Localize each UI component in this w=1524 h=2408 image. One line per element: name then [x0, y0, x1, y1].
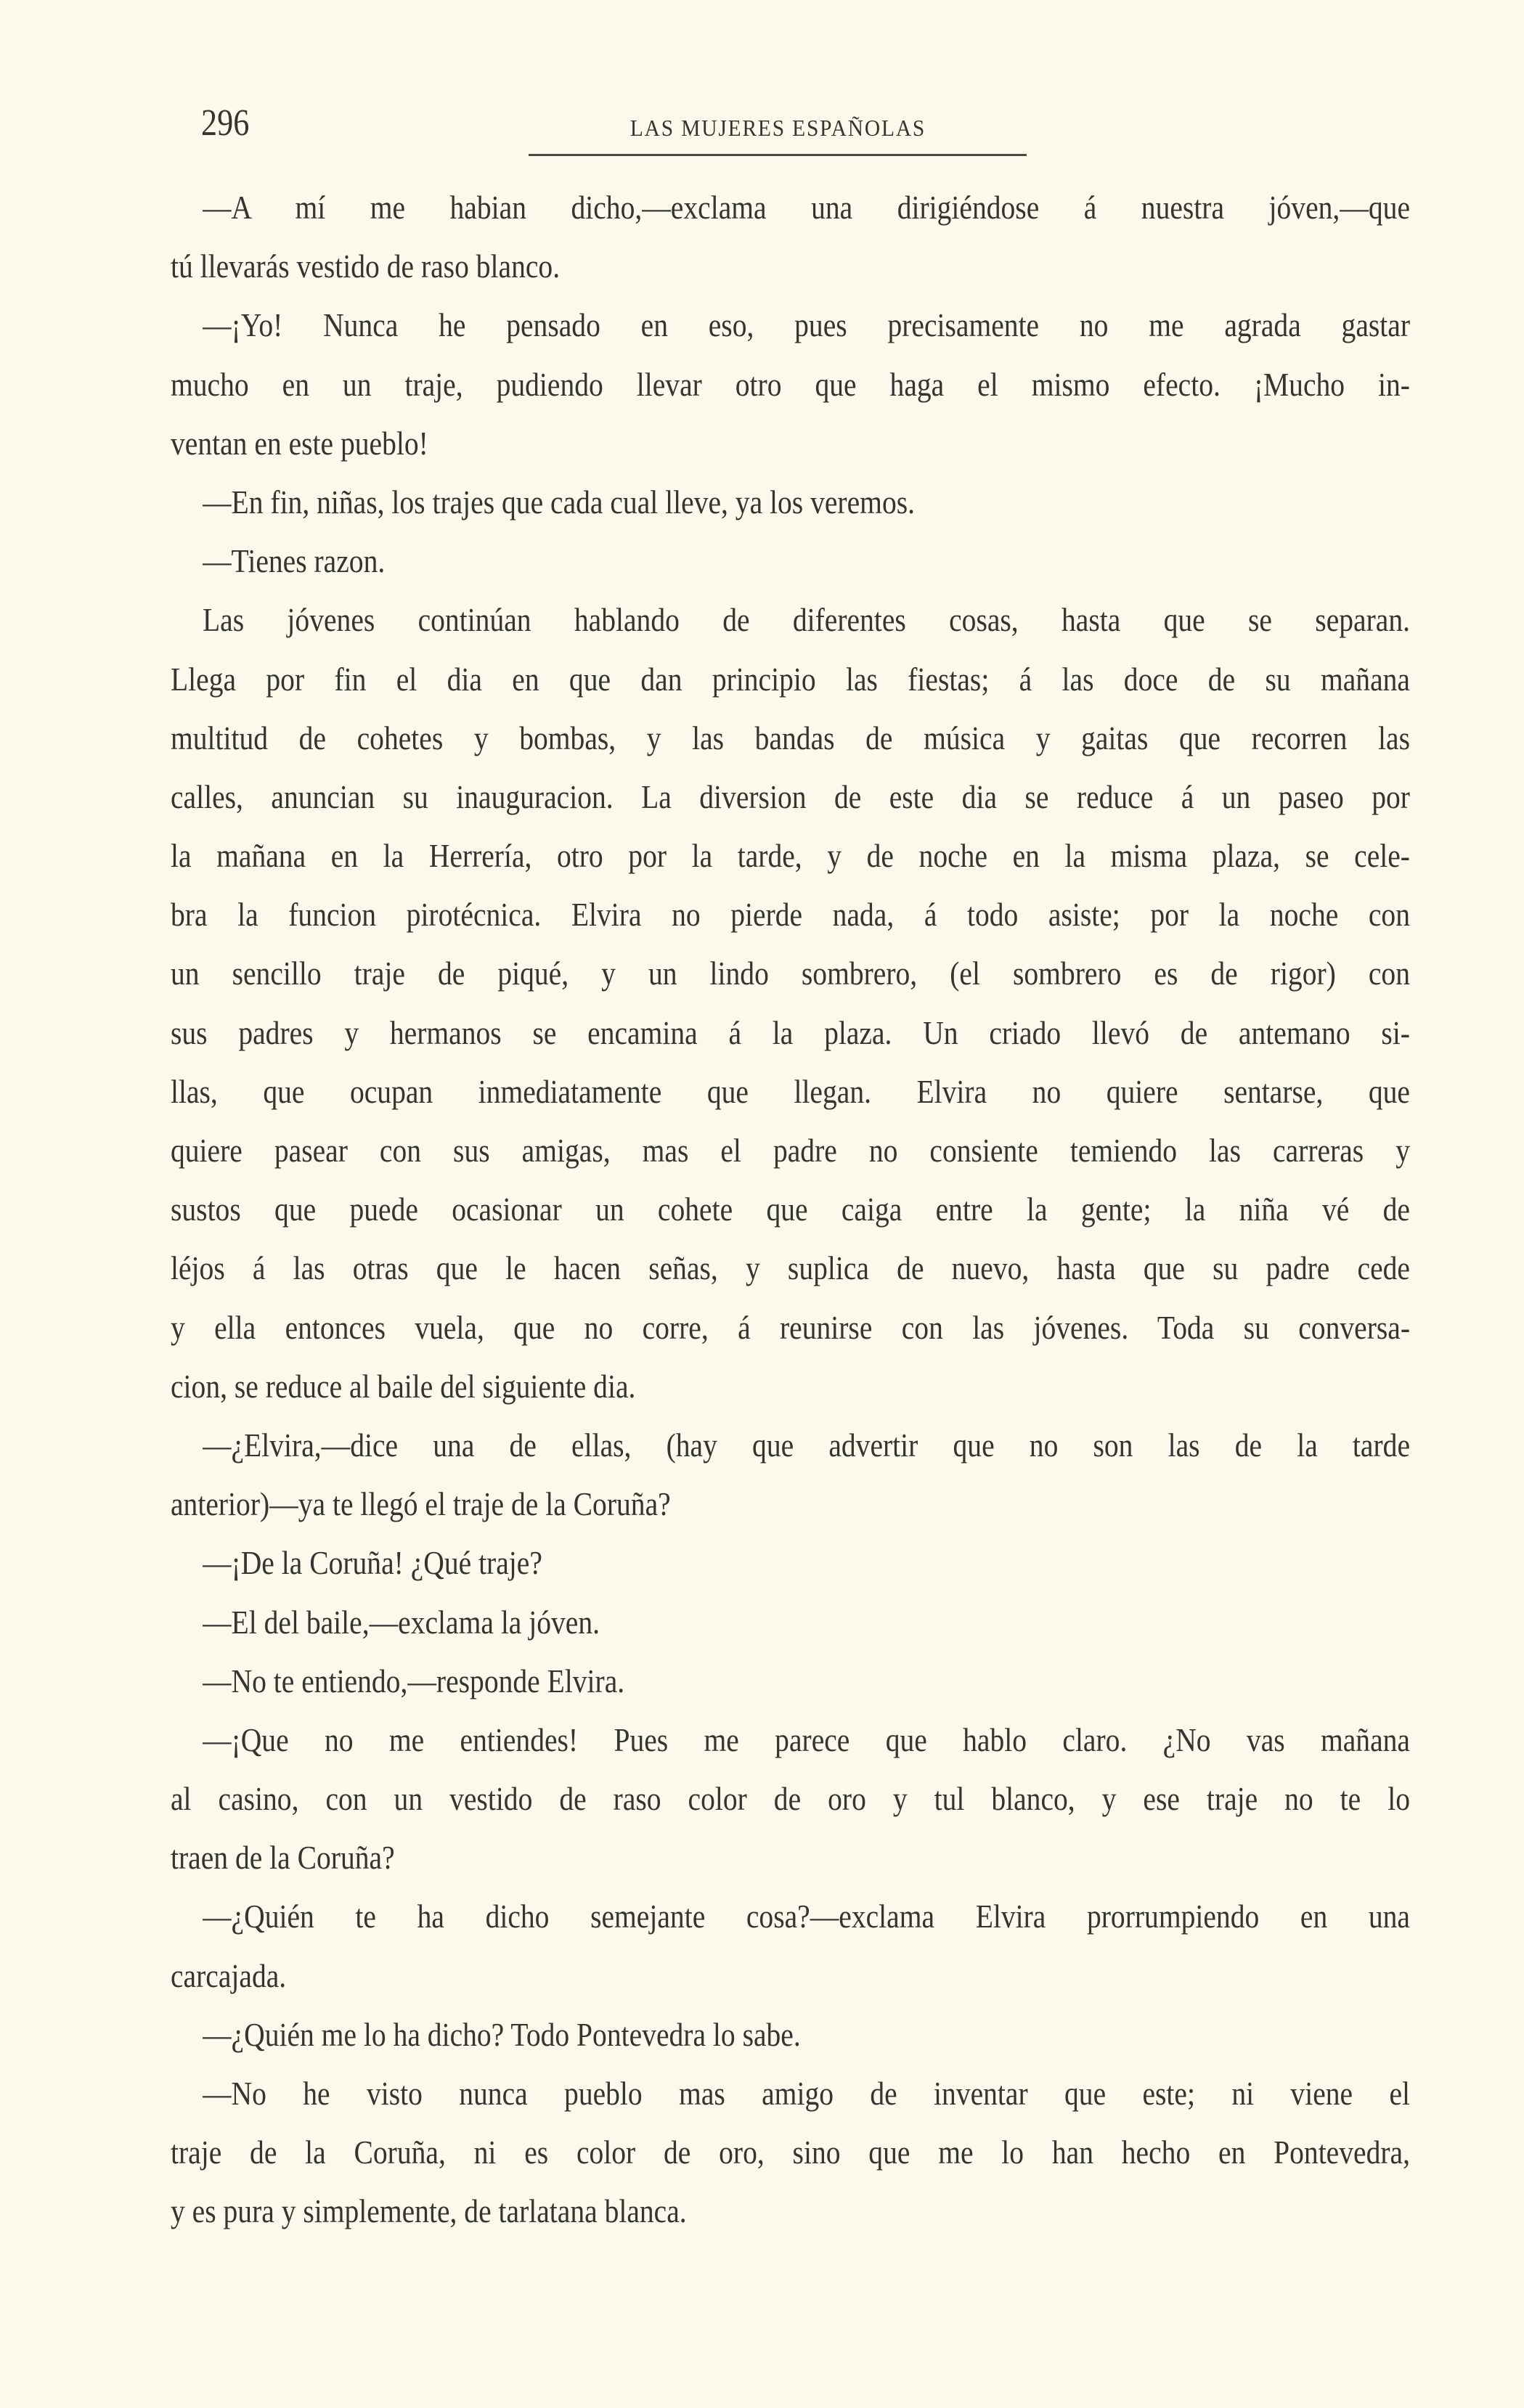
text-line-content: ventan en este pueblo!	[171, 424, 428, 462]
text-line-content: y ella entonces vuela, que no corre, á reunirse con las jóvenes. Toda su conversa-	[171, 1308, 1410, 1346]
text-line-content: —¡Yo! Nunca he pensado en eso, pues precisamente no me agrada gastar	[203, 306, 1410, 344]
text-line	[171, 295, 1410, 354]
text-line	[171, 1298, 1410, 1357]
text-line	[171, 1533, 1410, 1592]
text-line	[171, 767, 1410, 826]
text-line	[171, 2123, 1410, 2182]
text-line-content: traen de la Coruña?	[171, 1839, 395, 1877]
text-line-content: —¿Quién me lo ha dicho? Todo Pontevedra lo sabe.	[203, 2015, 801, 2053]
text-line	[171, 709, 1410, 767]
text-line	[171, 826, 1410, 885]
text-line	[171, 1652, 1410, 1710]
text-line	[171, 1121, 1410, 1180]
text-line-content: y es pura y simplemente, de tarlatana blanca.	[171, 2192, 687, 2230]
header-rule	[529, 154, 1027, 156]
text-line-content: anterior)—ya te llegó el traje de la Coruña?	[171, 1485, 671, 1523]
text-line	[171, 1062, 1410, 1121]
body-text	[171, 178, 1410, 2241]
text-line-content: —No te entiendo,—responde Elvira.	[203, 1662, 625, 1699]
text-line	[171, 1180, 1410, 1238]
text-line	[171, 1003, 1410, 1062]
text-line	[171, 1828, 1410, 1887]
text-line	[171, 1416, 1410, 1474]
text-line-content: tú llevarás vestido de raso blanco.	[171, 248, 561, 285]
text-line-content: —¿Quién te ha dicho semejante cosa?—exclama Elvira prorrumpiendo en una	[203, 1898, 1410, 1935]
text-line-content: —A mí me habian dicho,—exclama una dirigiéndose á nuestra jóven,—que	[203, 189, 1410, 226]
text-line	[171, 650, 1410, 709]
text-line	[171, 1710, 1410, 1769]
text-line-content: un sencillo traje de piqué, y un lindo sombrero, (el sombrero es de rigor) con	[171, 955, 1410, 992]
text-line-content: traje de la Coruña, ni es color de oro, sino que me lo han hecho en Pontevedra,	[171, 2134, 1410, 2171]
text-line	[171, 178, 1410, 237]
text-line-content: —En fin, niñas, los trajes que cada cual lleve, ya los veremos.	[203, 483, 916, 521]
text-line-content: —¡De la Coruña! ¿Qué traje?	[203, 1544, 542, 1582]
text-line	[171, 2005, 1410, 2064]
text-line-content: Las jóvenes continúan hablando de diferentes cosas, hasta que se separan.	[203, 601, 1410, 639]
text-line	[171, 1238, 1410, 1297]
text-line	[171, 1357, 1410, 1416]
text-line	[171, 944, 1410, 1003]
text-line	[171, 885, 1410, 944]
text-line-content: —El del baile,—exclama la jóven.	[203, 1603, 600, 1641]
text-line	[171, 414, 1410, 473]
text-line-content: léjos á las otras que le hacen señas, y suplica de nuevo, hasta que su padre cede	[171, 1249, 1410, 1287]
text-line-content: calles, anuncian su inauguracion. La diversion de este dia se reduce á un paseo por	[171, 778, 1410, 815]
text-line-content: quiere pasear con sus amigas, mas el padre no consiente temiendo las carreras y	[171, 1132, 1410, 1169]
text-line-content: llas, que ocupan inmediatamente que llegan. Elvira no quiere sentarse, que	[171, 1072, 1410, 1110]
text-line	[171, 1593, 1410, 1652]
text-line-content: cion, se reduce al baile del siguiente dia.	[171, 1367, 636, 1405]
text-line-content: mucho en un traje, pudiendo llevar otro que haga el mismo efecto. ¡Mucho in-	[171, 365, 1410, 403]
text-line-content: sustos que puede ocasionar un cohete que caiga entre la gente; la niña vé de	[171, 1191, 1410, 1228]
text-line	[171, 531, 1410, 590]
text-line-content: multitud de cohetes y bombas, y las bandas de música y gaitas que recorren las	[171, 719, 1410, 756]
text-line-content: Llega por fin el dia en que dan principio las fiestas; á las doce de su mañana	[171, 660, 1410, 698]
text-line	[171, 1887, 1410, 1946]
text-line-content: —No he visto nunca pueblo mas amigo de inventar que este; ni viene el	[203, 2075, 1410, 2112]
text-line-content: la mañana en la Herrería, otro por la tarde, y de noche en la misma plaza, se cele-	[171, 837, 1410, 875]
text-line	[171, 2182, 1410, 2240]
text-line-content: —Tienes razon.	[203, 542, 386, 580]
text-line	[171, 1946, 1410, 2005]
text-line-content: al casino, con un vestido de raso color de oro y tul blanco, y ese traje no te lo	[171, 1780, 1410, 1818]
text-line-content: carcajada.	[171, 1956, 287, 1994]
page-number: 296	[201, 102, 250, 144]
text-line-content: bra la funcion pirotécnica. Elvira no pierde nada, á todo asiste; por la noche con	[171, 896, 1410, 934]
running-title: LAS MUJERES ESPAÑOLAS	[629, 115, 926, 141]
text-line-content: —¿Elvira,—dice una de ellas, (hay que advertir que no son las de la tarde	[203, 1426, 1410, 1464]
text-line	[171, 2064, 1410, 2123]
text-line	[171, 355, 1410, 414]
text-line	[171, 473, 1410, 531]
text-line	[171, 1474, 1410, 1533]
text-line-content: sus padres y hermanos se encamina á la plaza. Un criado llevó de antemano si-	[171, 1013, 1410, 1051]
text-line	[171, 590, 1410, 649]
text-line	[171, 1769, 1410, 1828]
text-line	[171, 237, 1410, 295]
text-line-content: —¡Que no me entiendes! Pues me parece que hablo claro. ¿No vas mañana	[203, 1721, 1410, 1758]
